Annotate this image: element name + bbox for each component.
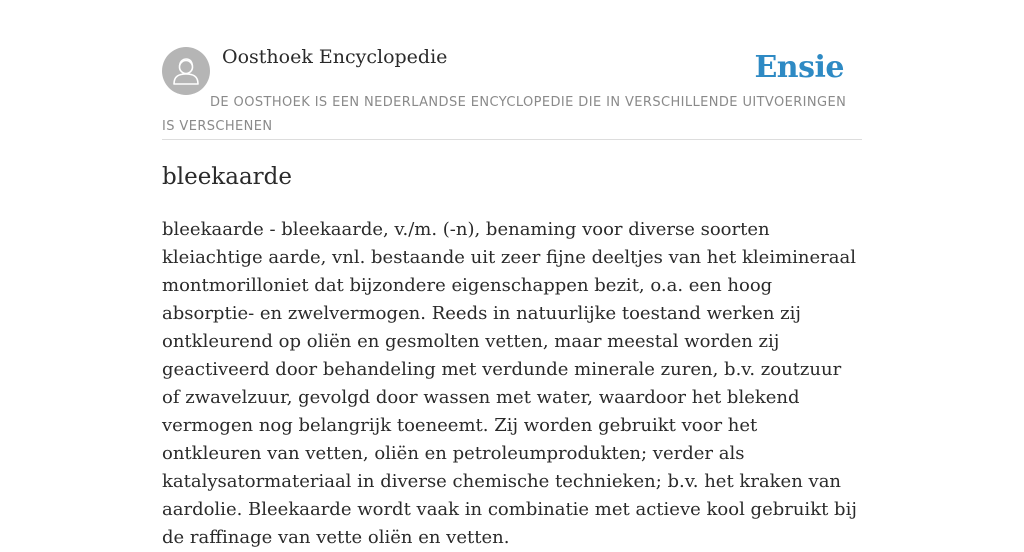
article-title: bleekaarde <box>162 164 292 190</box>
source-avatar[interactable] <box>162 47 210 95</box>
source-description: DE OOSTHOEK IS EEN NEDERLANDSE ENCYCLOPEDIE DIE IN VERSCHILLENDE UITVOERINGEN IS VERSCHENEN <box>162 95 847 134</box>
article-body: bleekaarde - bleekaarde, v./m. (-n), benaming voor diverse soorten kleiachtige aarde, vnl. bestaande uit zeer fijne deeltjes van het kleimineraal montmorilloniet dat bijzondere eigenschappen bezit, o.a. een hoog absorptie- en zwelvermogen. Reeds in natuurlijke toestand werken zij ontkleurend op oliën en gesmolten vetten, maar meestal worden zij geactiveerd door behandeling met verdunde minerale zuren, b.v. zoutzuur of zwavelzuur, gevolgd door wassen met water, waardoor het blekend vermogen nog belangrijk toeneemt. Zij worden gebruikt voor het ontkleuren van vetten, oliën en petroleumprodukten; verder als katalysatormateriaal in diverse chemische technieken; b.v. het kraken van aardolie. Bleekaarde wordt vaak in combinatie met actieve kool gebruikt bij de raffinage van vette oliën en vetten. <box>162 219 857 548</box>
brand-logo[interactable]: Ensie <box>754 50 844 85</box>
header-divider <box>162 139 862 140</box>
source-header <box>162 40 862 140</box>
user-placeholder-icon <box>162 47 210 95</box>
source-name[interactable]: Oosthoek Encyclopedie <box>222 46 448 68</box>
